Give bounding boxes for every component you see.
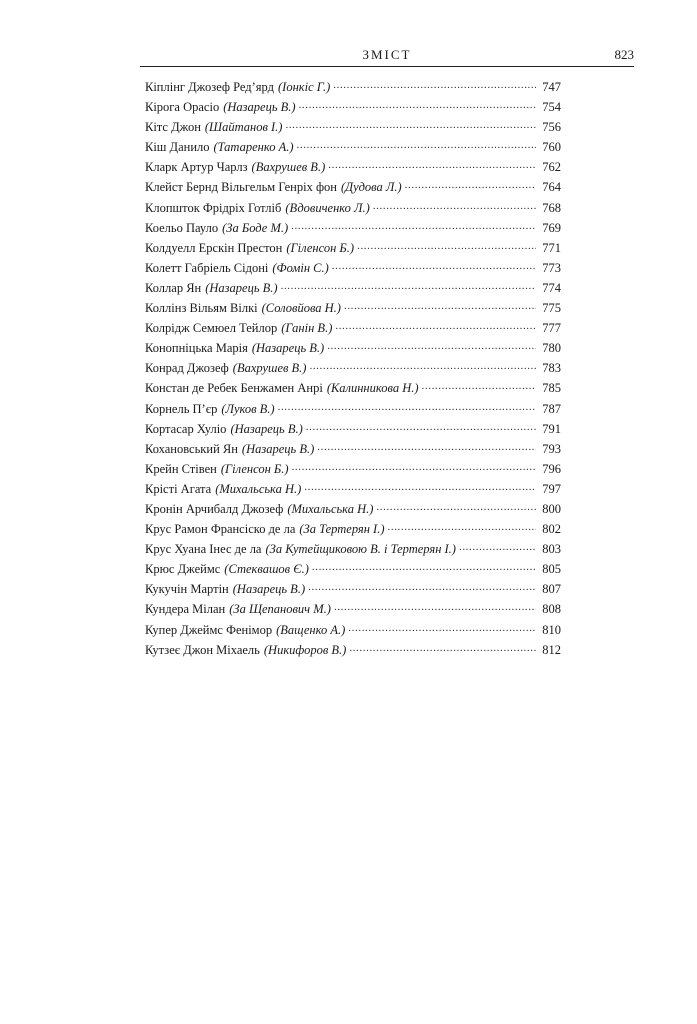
toc-entry-name: Крюс Джеймс	[145, 562, 221, 577]
toc-entry-author: (Никифоров В.)	[263, 642, 347, 657]
toc-entry	[145, 559, 561, 579]
toc-entry-leader-dots	[349, 640, 536, 654]
page-title: ЗМІСТ	[362, 47, 412, 62]
toc-entry-author: (Михальська Н.)	[215, 481, 302, 496]
toc-entry-author: (Назарець В.)	[205, 280, 278, 295]
toc-entry-page: 774	[542, 280, 561, 295]
toc-entry-author: (Назарець В.)	[230, 421, 303, 436]
toc-entry-name: Купер Джеймс Фенімор	[145, 622, 273, 637]
toc-entry-page: 773	[542, 260, 561, 275]
toc-entry-page: 783	[542, 361, 561, 376]
toc-entry-name: Коллар Ян	[145, 280, 202, 295]
toc-entry-name: Кортасар Хуліо	[145, 421, 227, 436]
toc-entry-leader-dots	[278, 399, 536, 413]
toc-entry	[145, 338, 561, 358]
toc-entry-page: 800	[542, 501, 561, 516]
toc-entry-page: 807	[542, 582, 561, 597]
toc-entry	[145, 117, 561, 137]
toc-entry-leader-dots	[304, 479, 536, 493]
toc-entry-leader-dots	[306, 419, 536, 433]
toc-entry	[145, 77, 561, 97]
toc-entry	[145, 499, 561, 519]
toc-entry-author: (Соловйова Н.)	[261, 301, 341, 316]
toc-entry-page: 796	[542, 461, 561, 476]
toc-entry-author: (Ганін В.)	[281, 321, 333, 336]
toc-entry-page: 768	[542, 200, 561, 215]
toc-entry-name: Колрідж Семюел Тейлор	[145, 321, 278, 336]
toc-entry-name: Коллінз Вільям Вілкі	[145, 301, 258, 316]
toc-entry-name: Клопшток Фрідріх Готліб	[145, 200, 282, 215]
toc-entry-leader-dots	[309, 358, 536, 372]
toc-entry	[145, 318, 561, 338]
toc-entry-author: (Луков В.)	[221, 401, 275, 416]
toc-entry	[145, 579, 561, 599]
toc-entry-page: 787	[542, 401, 561, 416]
toc-entry-page: 785	[542, 381, 561, 396]
toc-entry-author: (Назарець В.)	[251, 341, 325, 356]
page-header	[140, 46, 634, 67]
toc-entry	[145, 97, 561, 117]
toc-entry-name: Крус Хуана Інес де ла	[145, 542, 262, 557]
toc-entry-author: (Вдовиченко Л.)	[285, 200, 370, 215]
toc-entry-leader-dots	[332, 258, 536, 272]
toc-entry-leader-dots	[348, 620, 536, 634]
toc-entry	[145, 399, 561, 419]
toc-entry-page: 777	[542, 321, 561, 336]
toc-entry-author: (Гіленсон Б.)	[286, 240, 355, 255]
toc-entry-author: (Назарець В.)	[241, 441, 315, 456]
toc-entry-name: Крейн Стівен	[145, 461, 217, 476]
toc-entry	[145, 599, 561, 619]
toc-entry	[145, 640, 561, 660]
toc-entry-name: Колетт Габріель Сідоні	[145, 260, 269, 275]
toc-entry-name: Кіплінг Джозеф Ред’ярд	[145, 80, 275, 94]
toc-entry	[145, 620, 561, 640]
toc-entry-author: (За Боде М.)	[222, 220, 289, 235]
toc-entry-name: Кітс Джон	[145, 120, 201, 135]
toc-entry-leader-dots	[292, 459, 536, 473]
toc-entry-leader-dots	[405, 177, 536, 191]
toc-entry-leader-dots	[344, 298, 536, 312]
toc-entry-leader-dots	[299, 97, 536, 111]
toc-entry-author: (За Щепанович М.)	[229, 602, 331, 617]
toc-entry-page: 791	[542, 421, 561, 436]
toc-entry-leader-dots	[335, 318, 536, 332]
table-of-contents	[145, 77, 561, 660]
toc-entry-author: (Гіленсон Б.)	[220, 461, 289, 476]
toc-entry	[145, 479, 561, 499]
toc-entry-page: 812	[542, 642, 561, 657]
toc-entry-page: 793	[542, 441, 561, 456]
toc-entry	[145, 238, 561, 258]
toc-entry-author: (Вахрушев В.)	[251, 160, 326, 175]
toc-entry-page: 771	[542, 240, 561, 255]
toc-entry-leader-dots	[281, 278, 536, 292]
toc-entry-author: (Михальська Н.)	[287, 501, 374, 516]
toc-entry	[145, 198, 561, 218]
toc-entry-name: Клейст Бернд Вільгельм Генріх фон	[145, 180, 337, 195]
toc-entry	[145, 459, 561, 479]
toc-entry-author: (Вахрушев В.)	[232, 361, 307, 376]
toc-entry-author: (За Кутейщиковою В. і Тертерян І.)	[265, 542, 456, 557]
toc-entry-name: Колдуелл Ерскін Престон	[145, 240, 283, 255]
toc-entry-page: 769	[542, 220, 561, 235]
toc-entry-leader-dots	[297, 137, 536, 151]
toc-entry-page: 762	[542, 160, 561, 175]
toc-entry-page: 775	[542, 301, 561, 316]
toc-entry	[145, 519, 561, 539]
toc-entry-page: 747	[542, 80, 561, 94]
toc-entry	[145, 439, 561, 459]
toc-entry-author: (Татаренко А.)	[213, 140, 294, 155]
toc-entry	[145, 358, 561, 378]
toc-entry	[145, 378, 561, 398]
toc-entry	[145, 419, 561, 439]
toc-entry-page: 756	[542, 120, 561, 135]
toc-entry-name: Кірога Орасіо	[145, 100, 220, 115]
toc-entry-leader-dots	[388, 519, 537, 533]
toc-entry-page: 808	[542, 602, 561, 617]
toc-entry-author: (Калинникова Н.)	[326, 381, 419, 396]
toc-entry-page: 754	[542, 100, 561, 115]
toc-entry-leader-dots	[285, 117, 536, 131]
toc-entry-leader-dots	[312, 559, 536, 573]
toc-entry	[145, 137, 561, 157]
toc-entry-leader-dots	[422, 378, 536, 392]
toc-entry-leader-dots	[328, 157, 536, 171]
toc-entry-author: (За Тертерян І.)	[299, 522, 385, 537]
toc-entry-page: 780	[542, 341, 561, 356]
toc-entry-name: Констан де Ребек Бенжамен Анрі	[145, 381, 323, 396]
toc-entry-name: Крус Рамон Франсіско де ла	[145, 522, 296, 537]
toc-entry-name: Конопніцька Марія	[145, 341, 248, 356]
toc-entry-name: Коельо Пауло	[145, 220, 219, 235]
toc-entry-leader-dots	[373, 198, 536, 212]
toc-entry	[145, 157, 561, 177]
toc-entry-page: 764	[542, 180, 561, 195]
toc-entry-author: (Стеквашов Є.)	[224, 562, 309, 577]
toc-entry-name: Кутзеє Джон Міхаель	[145, 642, 260, 657]
toc-entry-page: 803	[542, 542, 561, 557]
toc-entry-leader-dots	[327, 338, 536, 352]
page-number: 823	[614, 47, 634, 62]
toc-entry-author: (Назарець В.)	[223, 100, 296, 115]
toc-entry-leader-dots	[459, 539, 536, 553]
toc-entry-name: Кохановський Ян	[145, 441, 238, 456]
toc-entry-name: Крісті Агата	[145, 481, 212, 496]
toc-entry	[145, 539, 561, 559]
toc-entry-leader-dots	[308, 579, 536, 593]
toc-entry-author: (Дудова Л.)	[340, 180, 402, 195]
toc-entry-name: Корнель П’єр	[145, 401, 218, 416]
toc-entry-page: 805	[542, 562, 561, 577]
toc-entry-leader-dots	[317, 439, 536, 453]
toc-entry-leader-dots	[376, 499, 536, 513]
toc-entry-author: (Ващенко А.)	[276, 622, 346, 637]
toc-entry-name: Кронін Арчибалд Джозеф	[145, 501, 284, 516]
toc-entry-name: Кіш Данило	[145, 140, 210, 155]
toc-entry	[145, 218, 561, 238]
toc-entry-author: (Іонкіс Г.)	[278, 80, 331, 94]
toc-entry	[145, 177, 561, 197]
toc-entry-leader-dots	[334, 599, 536, 613]
toc-entry-page: 797	[542, 481, 561, 496]
toc-entry-page: 760	[542, 140, 561, 155]
toc-entry-leader-dots	[357, 238, 536, 252]
toc-entry	[145, 278, 561, 298]
toc-entry-name: Кларк Артур Чарлз	[145, 160, 248, 175]
toc-entry-author: (Назарець В.)	[232, 582, 306, 597]
toc-entry-page: 802	[542, 522, 561, 537]
toc-entry-leader-dots	[333, 77, 536, 91]
toc-entry-page: 810	[542, 622, 561, 637]
toc-entry-leader-dots	[291, 218, 536, 232]
toc-entry	[145, 298, 561, 318]
toc-entry-name: Конрад Джозеф	[145, 361, 229, 376]
toc-entry-name: Кукучін Мартін	[145, 582, 229, 597]
toc-entry-author: (Шайтанов І.)	[204, 120, 283, 135]
toc-entry-author: (Фомін С.)	[272, 260, 329, 275]
toc-entry	[145, 258, 561, 278]
toc-entry-name: Кундера Мілан	[145, 602, 226, 617]
